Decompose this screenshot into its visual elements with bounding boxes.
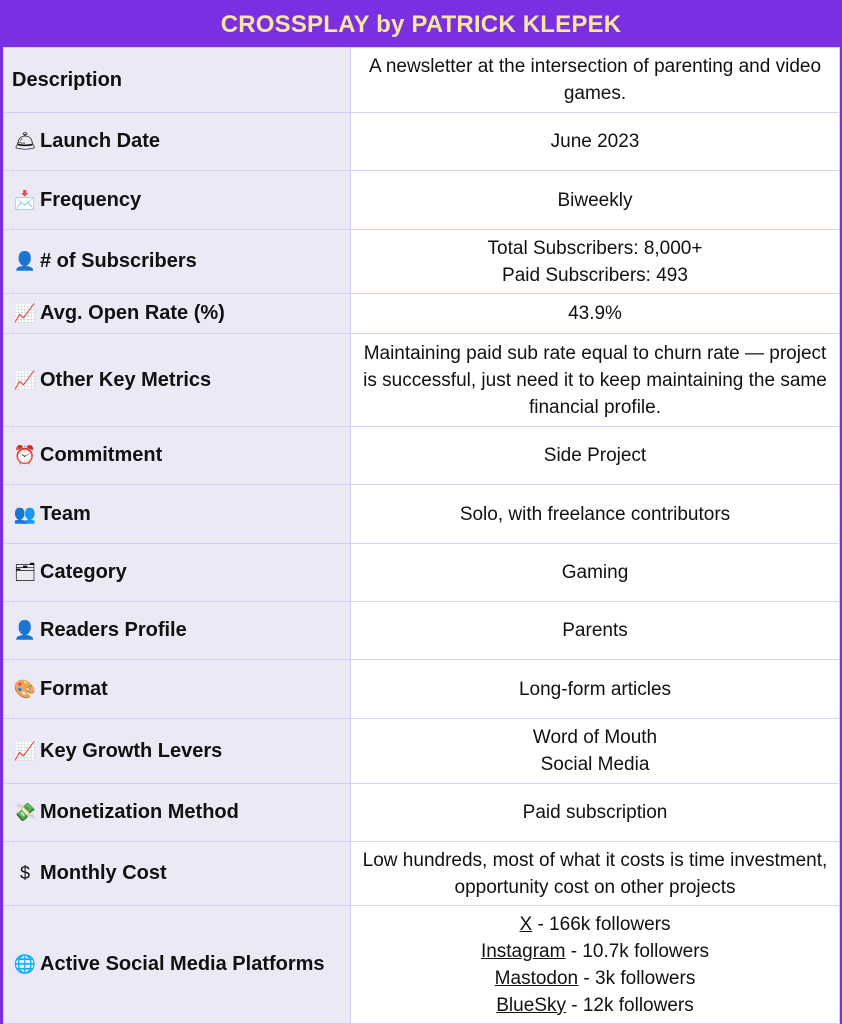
money-icon: 💸 [13, 802, 37, 822]
row-label: Frequency [40, 188, 142, 211]
row-value: Word of Mouth [532, 727, 658, 748]
info-table [3, 47, 840, 1024]
social-platform-item [357, 965, 833, 992]
table-row [4, 906, 840, 1024]
table-row [4, 544, 840, 602]
dollar-icon: $ [19, 863, 30, 883]
person-icon: 👤 [13, 251, 37, 271]
row-value: Solo, with freelance contributors [459, 503, 731, 525]
row-label: Monthly Cost [40, 862, 167, 884]
palette-icon: 🎨 [13, 678, 37, 699]
follower-count: - 166k followers [532, 913, 671, 935]
follower-count: - 12k followers [565, 994, 694, 1016]
folder-icon: 🗂 [13, 562, 37, 582]
envelope-icon: 📩 [13, 189, 37, 210]
table-row [4, 48, 840, 113]
bell-icon: 🛎 [13, 131, 37, 151]
row-label-cell [4, 842, 351, 906]
table-row [4, 485, 840, 544]
row-value: Maintaining paid sub rate equal to churn rate — project is successful, just need it to keep maintaining the same financial profile. [363, 342, 827, 418]
row-label-cell [4, 427, 351, 485]
row-value-cell [351, 660, 840, 719]
table-row [4, 334, 840, 427]
row-value: Long-form articles [518, 678, 672, 700]
row-value: Side Project [543, 445, 647, 466]
row-value-cell [351, 230, 840, 294]
row-label: Key Growth Levers [40, 739, 223, 762]
row-value-cell [351, 842, 840, 906]
social-platform-link[interactable]: Mastodon [494, 967, 579, 989]
row-label-cell [4, 294, 351, 334]
table-row [4, 427, 840, 485]
social-platform-link[interactable]: Instagram [480, 940, 566, 962]
row-value-cell [351, 784, 840, 842]
row-value-cell [351, 485, 840, 544]
row-value-cell [351, 544, 840, 602]
row-label: Other Key Metrics [40, 368, 212, 391]
row-value: June 2023 [550, 131, 640, 152]
row-label: Monetization Method [40, 801, 239, 823]
page-title: CROSSPLAY by PATRICK KLEPEK [220, 11, 622, 38]
table-row [4, 230, 840, 294]
row-label: Launch Date [40, 130, 161, 152]
row-label-cell [4, 660, 351, 719]
people-icon: 👥 [13, 503, 37, 524]
row-value: Parents [562, 620, 628, 641]
row-value-cell [351, 113, 840, 171]
row-value: Gaming [561, 562, 629, 583]
table-row [4, 842, 840, 906]
row-label: # of Subscribers [40, 250, 197, 272]
social-platform-item [357, 992, 833, 1019]
row-label-cell [4, 719, 351, 784]
row-label-cell [4, 784, 351, 842]
row-value: A newsletter at the intersection of parenting and video games. [368, 56, 822, 104]
social-platform-item [357, 911, 833, 938]
row-value: Social Media [540, 754, 650, 775]
row-value: Paid Subscribers: 493 [502, 264, 688, 286]
table-row [4, 113, 840, 171]
row-value: 43.9% [568, 303, 622, 324]
row-value: Biweekly [557, 189, 633, 211]
row-label: Format [40, 677, 108, 700]
row-label-cell [4, 485, 351, 544]
globe-icon: 🌐 [13, 954, 37, 974]
table-row [4, 660, 840, 719]
row-label: Description [12, 68, 123, 91]
row-label-cell [4, 230, 351, 294]
row-value: Paid subscription [522, 802, 668, 823]
chart-up-icon: 📈 [13, 369, 37, 390]
row-label: Active Social Media Platforms [40, 953, 325, 975]
row-value-cell [351, 602, 840, 660]
row-value-cell [351, 906, 840, 1024]
row-value-cell [351, 334, 840, 427]
row-label: Commitment [40, 444, 163, 466]
follower-count: - 10.7k followers [565, 940, 710, 962]
table-row [4, 602, 840, 660]
row-label: Category [40, 561, 127, 583]
person-icon: 👤 [13, 620, 37, 640]
social-platform-item [357, 938, 833, 965]
row-label-cell [4, 113, 351, 171]
social-platform-link[interactable]: BlueSky [496, 994, 566, 1016]
row-label-cell [4, 602, 351, 660]
table-row [4, 294, 840, 334]
row-value-cell [351, 171, 840, 230]
row-label: Readers Profile [40, 619, 187, 641]
row-label-cell [4, 334, 351, 427]
chart-up-icon: 📈 [13, 740, 37, 761]
row-value-cell [351, 294, 840, 334]
row-value-cell [351, 719, 840, 784]
row-label-cell [4, 171, 351, 230]
social-platform-link[interactable]: X [519, 913, 533, 935]
row-label: Team [40, 502, 91, 525]
table-row [4, 784, 840, 842]
row-label-cell [4, 48, 351, 113]
row-label-cell [4, 544, 351, 602]
table-row [4, 171, 840, 230]
row-label-cell [4, 906, 351, 1024]
alarm-clock-icon: ⏰ [13, 445, 37, 465]
table-row [4, 719, 840, 784]
row-value: Total Subscribers: 8,000+ [487, 237, 703, 259]
row-value-cell [351, 48, 840, 113]
row-value: Low hundreds, most of what it costs is time investment, opportunity cost on other projects [362, 849, 828, 898]
row-value-cell [351, 427, 840, 485]
chart-up-icon: 📈 [13, 303, 37, 323]
row-label: Avg. Open Rate (%) [40, 302, 225, 324]
follower-count: - 3k followers [578, 967, 696, 989]
